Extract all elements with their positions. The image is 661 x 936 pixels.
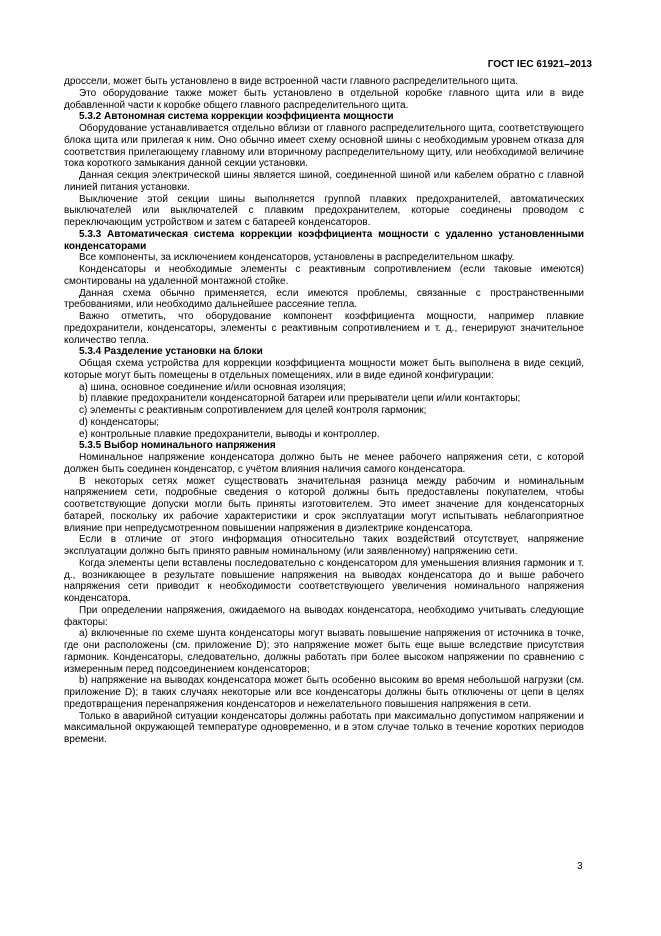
paragraph: Если в отличие от этого информация относительно таких воздействий отсутствует, напряжение эксплуатации должно быть принято равным номинальному (или заявленному) напряжению сети.: [64, 534, 584, 557]
page-number: 3: [577, 861, 583, 872]
standard-code: ГОСТ IEC 61921–2013: [487, 59, 592, 70]
section-heading: 5.3.4 Разделение установки на блоки: [79, 346, 263, 358]
page-body: [64, 76, 584, 746]
paragraph: Данная секция электрической шины является шиной, соединенной шиной или кабелем обратно с главной линией питания установки.: [64, 170, 584, 193]
paragraph: Выключение этой секции шины выполняется группой плавких предохранителей, автоматических выключателей или выключателей с плавким предохранителем, которые соединены проводом с переключающим устройством и затем с батареей конденсаторов.: [64, 193, 584, 228]
paragraph: Только в аварийной ситуации конденсаторы должны работать при максимально допустимом напряжении и максимальной окружающей температуре одновременно, и в этом случае только в течение коротких периодов времени.: [64, 710, 584, 745]
paragraph: Данная схема обычно применяется, если имеются проблемы, связанные с пространственными требованиями, или необходимо дальнейшее рассеяние тепла.: [64, 287, 584, 311]
paragraph: В некоторых сетях может существовать значительная разница между рабочим и номинальным напряжением сети, подробные сведения о которой должны быть предоставлены покупателем, чтобы соответствующие допуски могли быть приняты изготовителем. Это имеет значение для конденсаторных батарей, поскольку их рабочие характеристики и срок эксплуатации могут испытывать неблагоприятное влияние при непредусмотренном повышении напряжения в диэлектрике конденсатора.: [64, 475, 584, 534]
paragraph: b) плавкие предохранители конденсаторной батареи или прерыватели цепи и/или контакторы;: [79, 393, 521, 405]
paragraph: Конденсаторы и необходимые элементы с реактивным сопротивлением (если таковые имеются) смонтированы на удаленной монтажной стойке.: [64, 264, 584, 287]
paragraph: e) контрольные плавкие предохранители, выводы и контроллер.: [79, 428, 380, 440]
paragraph: Номинальное напряжение конденсатора должно быть не менее рабочего напряжения сети, с которой должен быть соединен конденсатор, с учётом влияния наличия самого конденсатора.: [64, 452, 584, 475]
paragraph: Общая схема устройства для коррекции коэффициента мощности может быть выполнена в виде секций, которые могут быть помещены в отдельных помещениях, или в виде единой конфигурации:: [64, 358, 584, 381]
paragraph: Все компоненты, за исключением конденсаторов, установлены в распределительном шкафу.: [79, 252, 515, 264]
paragraph: d) конденсаторы;: [79, 416, 160, 428]
section-heading: 5.3.2 Автономная система коррекции коэффициента мощности: [79, 111, 394, 123]
paragraph: a) шина, основное соединение и/или основная изоляция;: [79, 381, 346, 393]
paragraph: Это оборудование также может быть установлено в отдельной коробке главного щита или в виде добавленной части к коробке общего главного распределительного щита.: [64, 87, 584, 111]
paragraph: дроссели, может быть установлено в виде встроенной части главного распределительного щита.: [64, 76, 519, 87]
paragraph: Когда элементы цепи вставлены последовательно с конденсатором для уменьшения влияния гармоник и т. д., возникающее в результате повышение напряжения на выводах конденсатора до и выше рабочего напряжения сети приводит к необходимости соответствующего увеличения номинального напряжения конденсатора.: [64, 557, 584, 604]
paragraph: Оборудование устанавливается отдельно вблизи от главного распределительного щита, соответствующего блока щита или прилегая к ним. Оно обычно имеет схему основной шины с необходимым уровнем отказа для соответствия прилегающему главному или вторичному распределительному щиту, или необходимой величине тока короткого замыкания данной секции установки.: [64, 123, 584, 170]
paragraph: b) напряжение на выводах конденсатора может быть особенно высоким во время небольшой нагрузки (см. приложение D); в таких случаях некоторые или все конденсаторы должны быть отключены от цепи в целях предотвращения перенапряжения конденсаторов и нежелательного повышения напряжения в сети.: [64, 675, 584, 710]
paragraph: a) включенные по схеме шунта конденсаторы могут вызвать повышение напряжения от источника в точке, где они расположены (см. приложение D); это напряжение может быть еще выше вследствие присутствия гармоник. Конденсаторы, следовательно, должны работать при более высоком напряжении по сравнению с измеренным перед подсоединением конденсаторов;: [64, 628, 584, 675]
paragraph: c) элементы с реактивным сопротивлением для целей контроля гармоник;: [79, 405, 427, 416]
section-heading: 5.3.3 Автоматическая система коррекции коэффициента мощности с удаленно установленными конденсаторами: [64, 228, 584, 252]
section-heading: 5.3.5 Выбор номинального напряжения: [79, 440, 276, 452]
paragraph: При определении напряжения, ожидаемого на выводах конденсатора, необходимо учитывать следующие факторы:: [64, 604, 584, 628]
paragraph: Важно отметить, что оборудование компонент коэффициента мощности, например плавкие предохранители, конденсаторы, элементы с реактивным сопротивлением и т. д., генерируют значительное количество тепла.: [64, 311, 584, 346]
